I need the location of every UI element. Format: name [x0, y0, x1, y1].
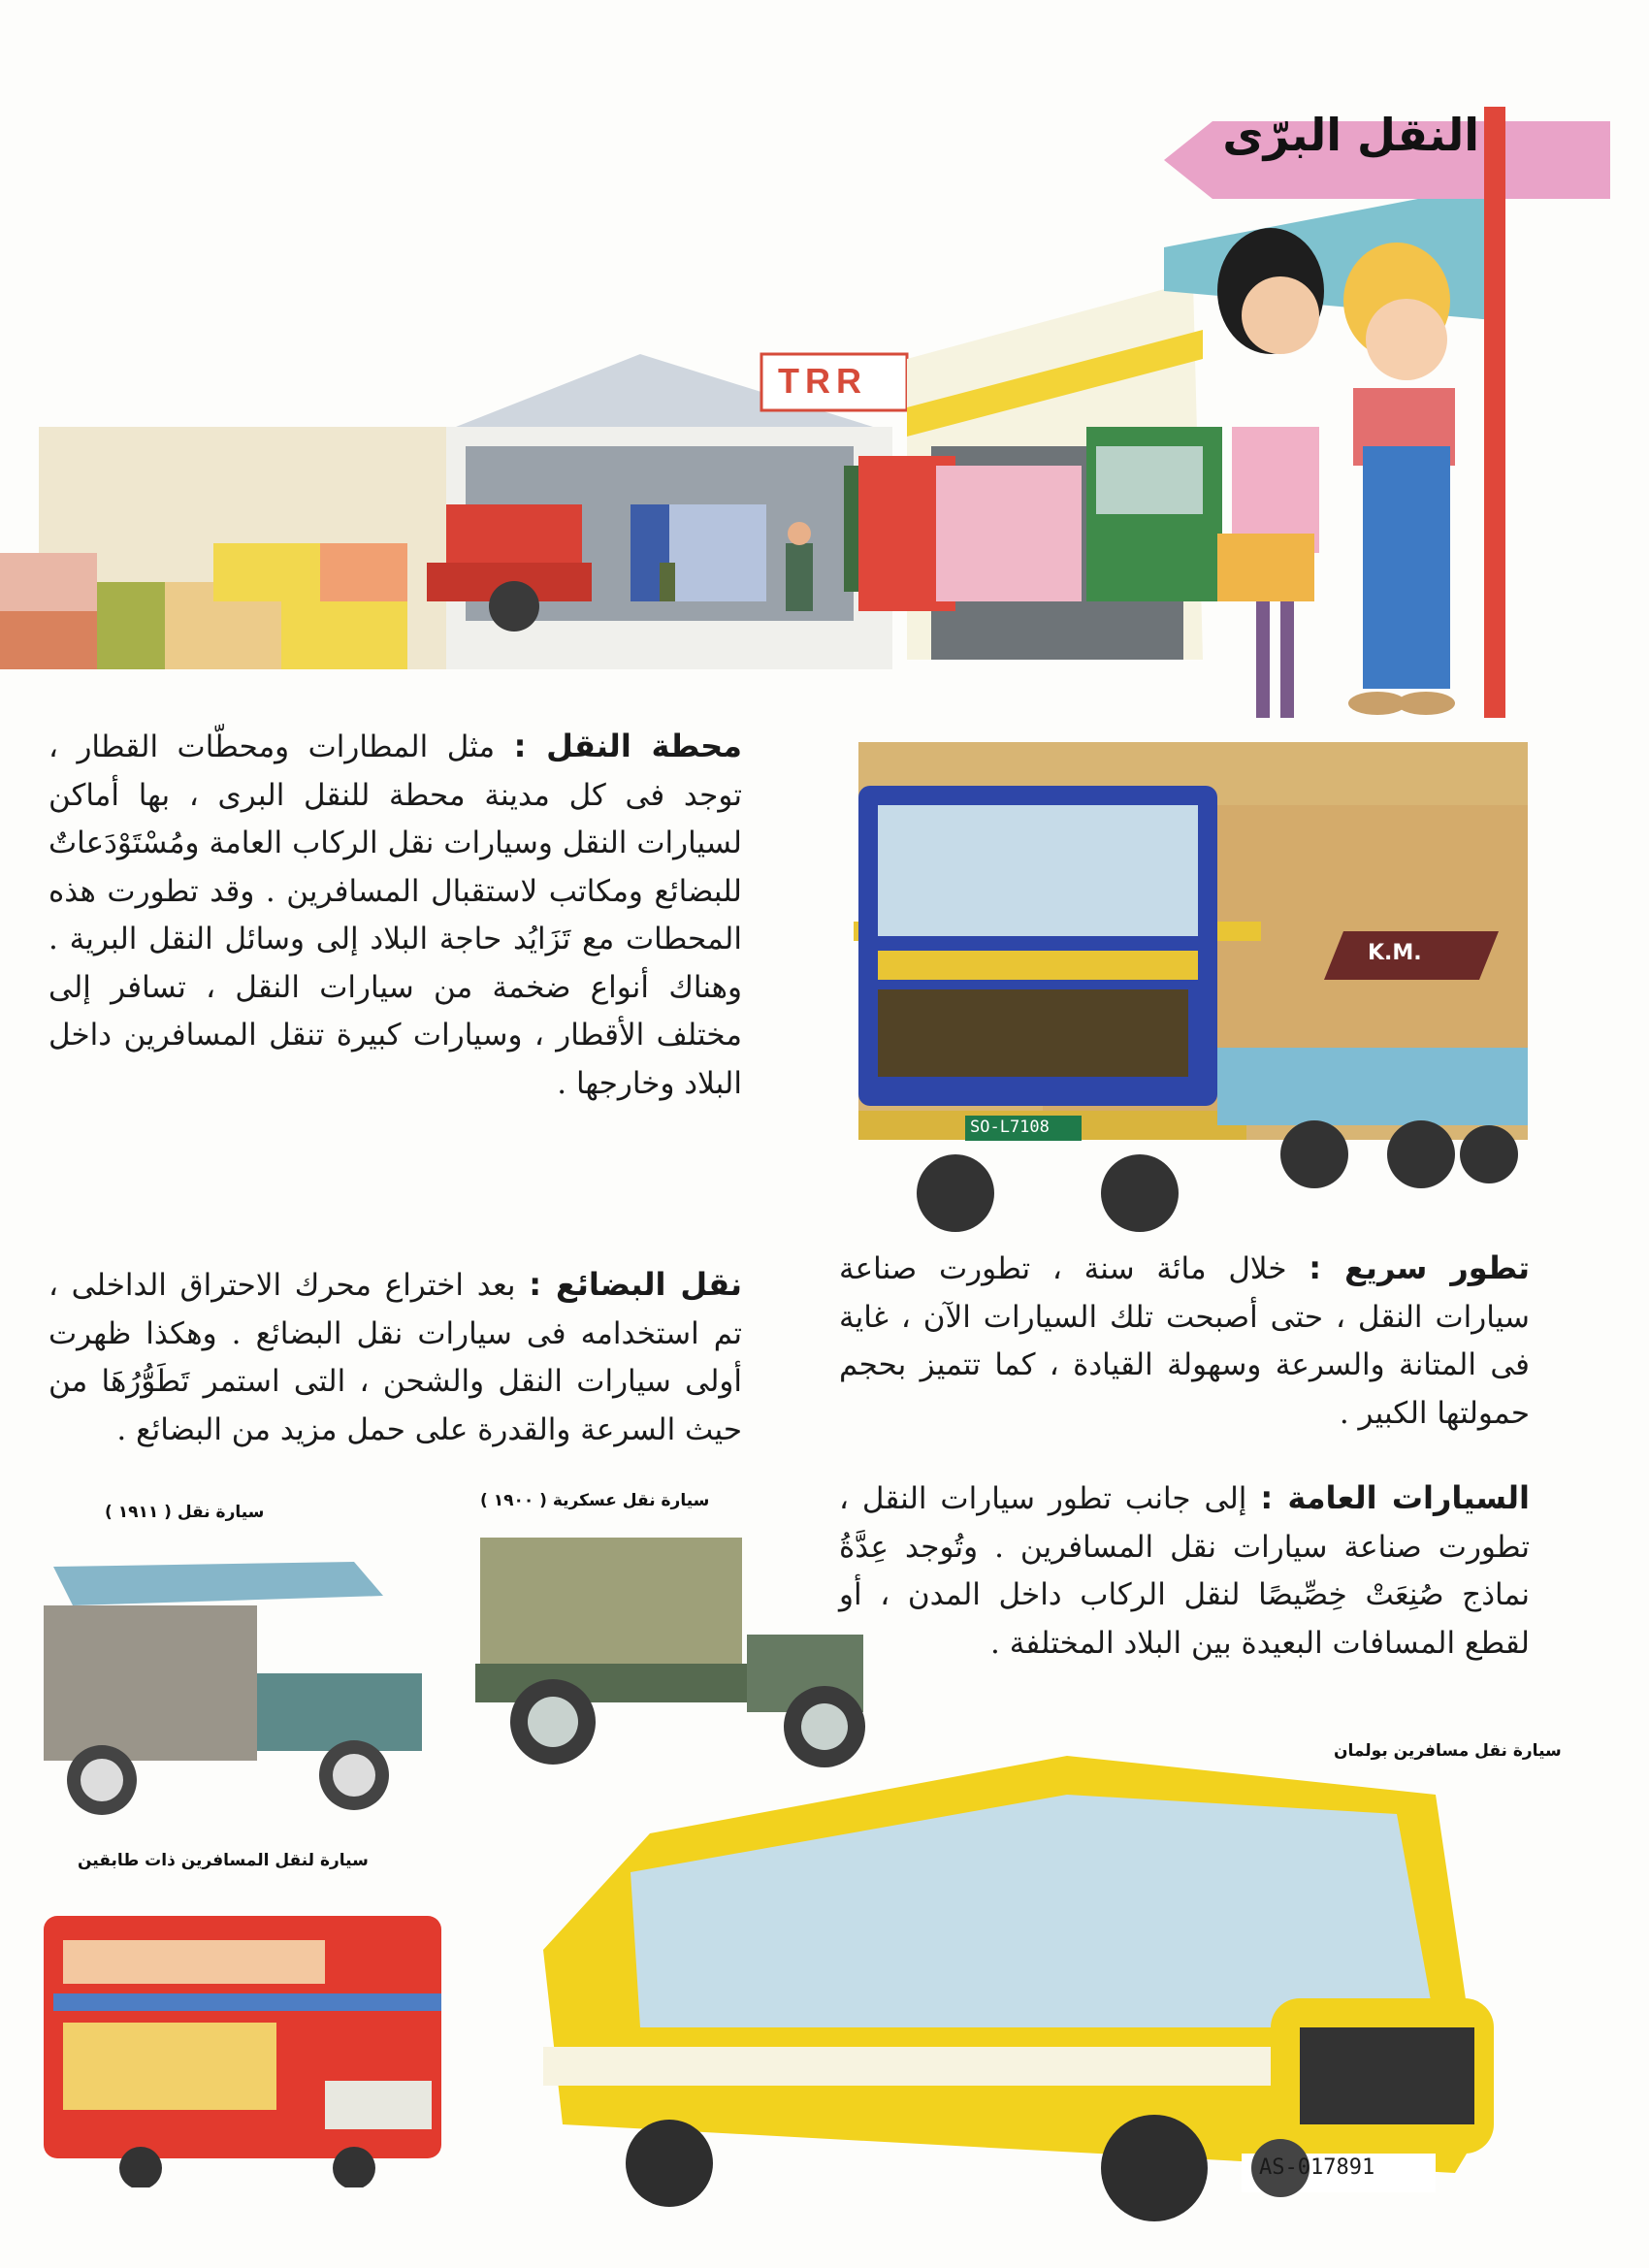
bus-license-plate: AS-017891	[1259, 2155, 1375, 2180]
station-heading: محطة النقل :	[513, 728, 742, 764]
coach-bus-illustration	[524, 1736, 1596, 2226]
goods-transport-heading: نقل البضائع :	[529, 1266, 742, 1303]
truck-cab-logo: K.M.	[1368, 941, 1422, 965]
station-paragraph	[48, 723, 742, 1108]
rapid-development-paragraph	[839, 1245, 1530, 1438]
public-vehicles-paragraph	[839, 1474, 1530, 1668]
caption-truck-1911: سيارة نقل ( ١٩١١ )	[105, 1503, 265, 1522]
goods-transport-body: بعد اختراع محرك الاحتراق الداخلى ، تم استخدامه فى سيارات نقل البضائع . وهكذا ظهرت أولى سيارات النقل والشحن ، التى استمر تَطَوُّرُهَا من حيث السرعة والقدرة على حمل مزيد من البضائع .	[48, 1268, 742, 1447]
transport-station-illustration	[0, 39, 1649, 718]
caption-military-1900: سيارة نقل عسكرية ( ١٩٠٠ )	[480, 1491, 710, 1510]
truck-1911-illustration	[34, 1538, 451, 1819]
caption-coach: سيارة نقل مسافرين بولمان	[1334, 1741, 1562, 1761]
station-body: مثل المطارات ومحطّات القطار ، توجد فى كل مدينة محطة للنقل البرى ، بها أماكن لسيارات النقل وسيارات نقل الركاب العامة ومُسْتَوْدَعاتٌ للبضائع ومكاتب لاستقبال المسافرين . وقد تطورت هذه المحطات مع تَزَايُد حاجة البلاد إلى وسائل النقل البرية . وهناك أنواع ضخمة من سيارات النقل ، تسافر إلى مختلف الأقطار ، وسيارات كبيرة تنقل المسافرين داخل البلاد وخارجها .	[48, 729, 742, 1101]
public-vehicles-heading: السيارات العامة :	[1260, 1479, 1530, 1516]
public-vehicles-body: إلى جانب تطور سيارات النقل ، تطورت صناعة سيارات نقل المسافرين . وتُوجد عِدَّةُ نماذج صُنِعَتْ خِصِّيصًا لنقل الركاب داخل المدن ، أو لقطع المسافات البعيدة بين البلاد المختلفة .	[839, 1481, 1530, 1661]
depot-sign-text: TRR	[778, 361, 867, 401]
modern-truck-illustration	[820, 728, 1571, 1251]
rapid-development-heading: تطور سريع :	[1309, 1249, 1531, 1286]
goods-transport-paragraph	[48, 1261, 742, 1454]
rapid-development-body: خلال مائة سنة ، تطورت صناعة سيارات النقل ، حتى أصبحت تلك السيارات الآن ، غاية فى المتانة والسرعة وسهولة القيادة ، كما تتميز بحجم حمولتها الكبير .	[839, 1251, 1530, 1431]
truck-license-plate: SO-L7108	[970, 1118, 1050, 1137]
sign-title: النقل البرّى	[1222, 109, 1479, 161]
caption-double-decker: سيارة لنقل المسافرين ذات طابقين	[78, 1851, 369, 1870]
double-decker-bus-illustration	[34, 1887, 451, 2187]
